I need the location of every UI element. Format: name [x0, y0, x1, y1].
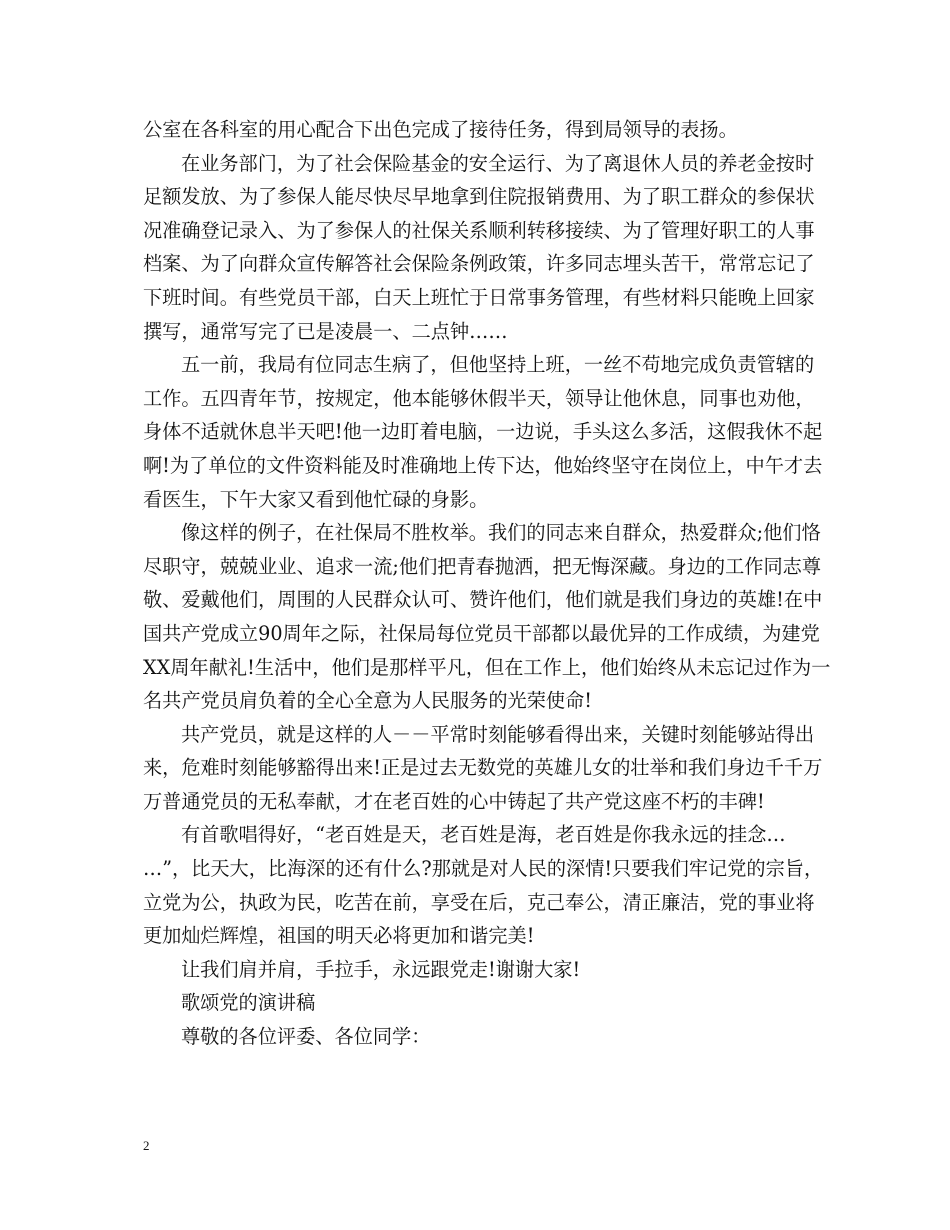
text-line: 敬、爱戴他们，周围的人民群众认可、赞许他们，他们就是我们身边的英雄!在中: [143, 588, 823, 612]
text-line: 啊!为了单位的文件资料能及时准确地上传下达，他始终坚守在岗位上，中午才去: [143, 453, 823, 477]
text-line: XX周年献礼!生活中，他们是那样平凡，但在工作上，他们始终从未忘记过作为一: [143, 655, 831, 679]
text-line: 足额发放、为了参保人能尽快尽早地拿到住院报销费用、为了职工群众的参保状: [143, 185, 815, 209]
text-line: 档案、为了向群众宣传解答社会保险条例政策，许多同志埋头苦干，常常忘记了: [143, 252, 815, 276]
text-line: 立党为公，执政为民，吃苦在前，享受在后，克己奉公，清正廉洁，党的事业将: [143, 890, 815, 914]
text-line: 工作。五四青年节，按规定，他本能够休假半天，领导让他休息，同事也劝他，: [143, 386, 815, 410]
text-line: 况准确登记录入、为了参保人的社保关系顺利转移接续、为了管理好职工的人事: [143, 218, 815, 242]
text-line: 有首歌唱得好，“老百姓是天，老百姓是海，老百姓是你我永远的挂念…: [181, 823, 786, 847]
text-line: 公室在各科室的用心配合下出色完成了接待任务，得到局领导的表扬。: [143, 118, 738, 141]
text-line: 尽职守，兢兢业业、追求一流;他们把青春抛洒，把无悔深藏。身边的工作同志尊: [143, 554, 822, 578]
text-line: 让我们肩并肩，手拉手，永远跟党走!谢谢大家!: [181, 957, 581, 981]
text-line: 身体不适就休息半天吧!他一边盯着电脑，一边说，手头这么多活，这假我休不起: [143, 420, 823, 444]
text-line: 名共产党员肩负着的全心全意为人民服务的光荣使命!: [143, 689, 593, 713]
text-line: 万普通党员的无私奉献，才在老百姓的心中铸起了共产党这座不朽的丰碑!: [143, 789, 765, 813]
text-line: 更加灿烂辉煌，祖国的明天必将更加和谐完美!: [143, 924, 535, 948]
text-line: 看医生，下午大家又看到他忙碌的身影。: [143, 487, 489, 511]
text-line: 国共产党成立90周年之际，社保局每位党员干部都以最优异的工作成绩，为建党: [143, 621, 820, 645]
text-line: 共产党员，就是这样的人－－平常时刻能够看得出来，关键时刻能够站得出: [181, 722, 815, 746]
text-line: 像这样的例子，在社保局不胜枚举。我们的同志来自群众，热爱群众;他们恪: [181, 521, 821, 545]
text-line: 来，危难时刻能够豁得出来!正是过去无数党的英雄儿女的壮举和我们身边千千万: [143, 756, 823, 780]
document-body: [143, 113, 831, 1054]
page-number: 2: [143, 1138, 150, 1153]
text-line: 撰写，通常写完了已是凌晨一、二点钟……: [143, 319, 508, 343]
text-line: 歌颂党的演讲稿: [181, 991, 316, 1015]
text-line: 下班时间。有些党员干部，白天上班忙于日常事务管理，有些材料只能晚上回家: [143, 285, 815, 309]
text-line: 在业务部门，为了社会保险基金的安全运行、为了离退休人员的养老金按时: [181, 151, 815, 175]
text-line: …”，比天大，比海深的还有什么?那就是对人民的深情!只要我们牢记党的宗旨，: [143, 857, 824, 881]
text-line: 尊敬的各位评委、各位同学：: [181, 1025, 431, 1049]
text-line: 五一前，我局有位同志生病了，但他坚持上班，一丝不苟地完成负责管辖的: [181, 353, 815, 377]
